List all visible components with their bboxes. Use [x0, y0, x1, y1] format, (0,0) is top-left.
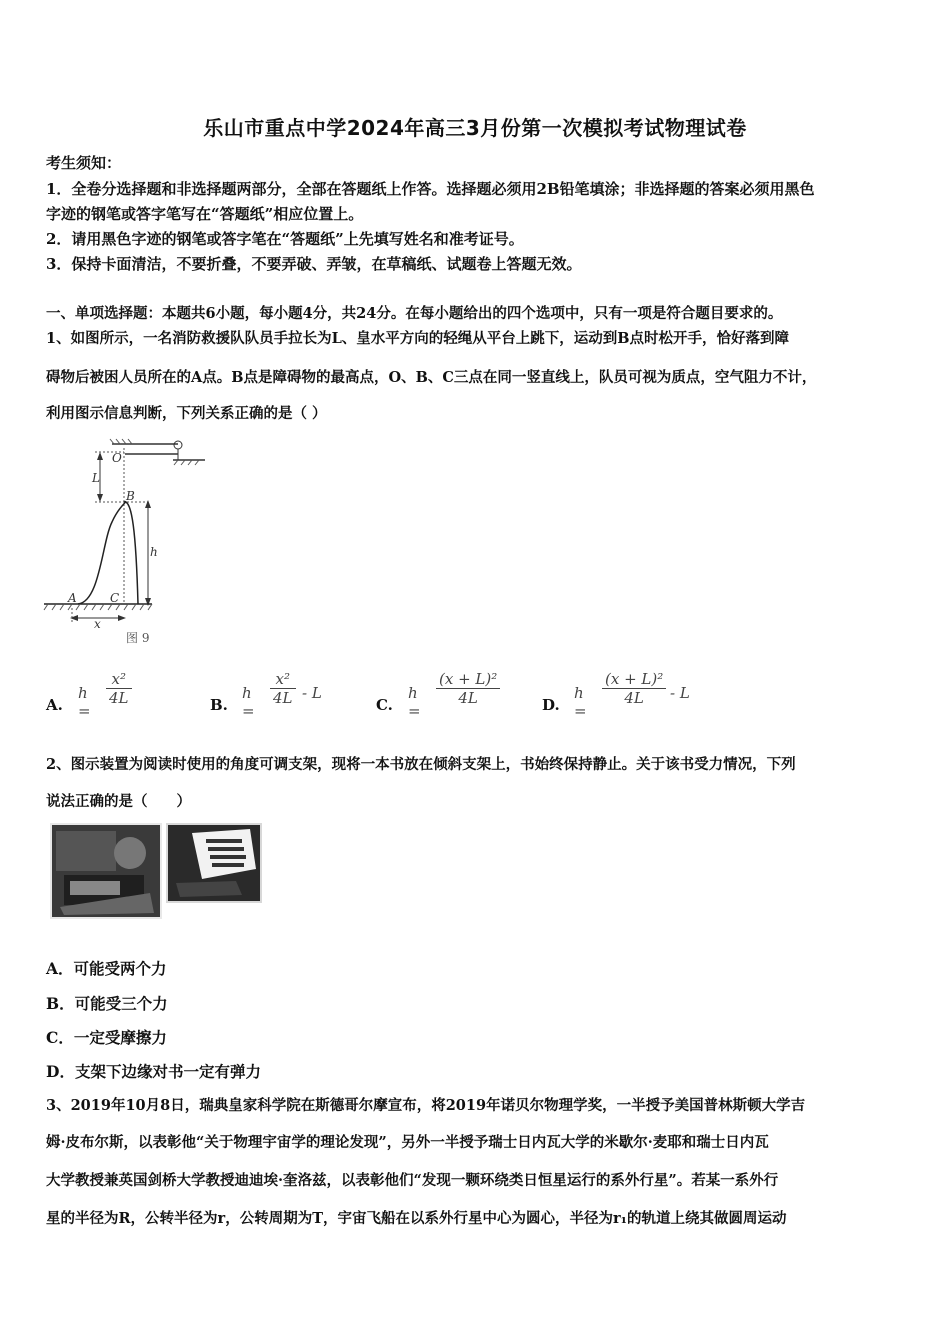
formula-denominator: 4L: [624, 689, 644, 707]
formula-numerator: x²: [106, 670, 132, 689]
option-letter: B.: [210, 696, 228, 714]
option-b[interactable]: B．可能受三个力: [46, 994, 168, 1013]
formula-lhs: h =: [408, 684, 421, 720]
formula-lhs: h =: [574, 684, 587, 720]
question-text: 1、如图所示，一名消防救援队队员手拉长为L、皇水平方向的轻绳从平台上跳下，运动到B点时松开手，恰好落到障: [46, 330, 790, 347]
formula-lhs: h =: [78, 684, 91, 720]
notice-item: 2．请用黑色字迹的钢笔或答字笔在“答题纸”上先填写姓名和准考证号。: [46, 230, 524, 248]
formula-denominator: 4L: [109, 689, 129, 707]
formula-numerator: (x + L)²: [602, 670, 666, 689]
question-text: 利用图示信息判断，下列关系正确的是（ ）: [46, 405, 327, 422]
formula-numerator: x²: [270, 670, 296, 689]
page-title: 乐山市重点中学2024年高三3月份第一次模拟考试物理试卷: [203, 116, 747, 140]
formula-numerator: (x + L)²: [436, 670, 500, 689]
formula-denominator: 4L: [458, 689, 478, 707]
question-text: 姆·皮布尔斯，以表彰他“关于物理宇宙学的理论发现”，另外一半授予瑞士日内瓦大学的米歇尔·麦耶和瑞士日内瓦: [46, 1134, 769, 1151]
notice-item: 1．全卷分选择题和非选择题两部分，全部在答题纸上作答。选择题必须用2B铅笔填涂；非选择题的答案必须用黑色: [46, 180, 815, 198]
figure-caption: 图 9: [126, 631, 150, 645]
label-A: A: [68, 591, 77, 605]
label-L: L: [92, 471, 100, 485]
notice-item: 3．保持卡面清洁，不要折叠，不要弄破、弄皱，在草稿纸、试题卷上答题无效。: [46, 255, 582, 273]
label-x: x: [94, 617, 101, 631]
formula-tail: - L: [302, 684, 322, 702]
option-letter: D.: [542, 696, 560, 714]
question-text: 说法正确的是（ ）: [46, 793, 191, 810]
formula-lhs: h =: [242, 684, 255, 720]
notice-heading: 考生须知：: [46, 154, 122, 172]
question-text: 2、图示装置为阅读时使用的角度可调支架，现将一本书放在倾斜支架上，书始终保持静止。关于该书受力情况，下列: [46, 756, 796, 773]
question-text: 大学教授兼英国剑桥大学教授迪迪埃·奎洛兹，以表彰他们“发现一颗环绕类日恒星运行的系外行星”。若某一系外行: [46, 1172, 779, 1189]
question-text: 3、2019年10月8日，瑞典皇家科学院在斯德哥尔摩宣布，将2019年诺贝尔物理学奖，一半授予美国普林斯顿大学吉: [46, 1097, 806, 1114]
question-text: 星的半径为R，公转半径为r，公转周期为T，宇宙飞船在以系外行星中心为圆心，半径为r₁的轨道上绕其做圆周运动: [46, 1210, 787, 1227]
label-O: O: [112, 451, 122, 465]
rope-jump-figure: [40, 432, 220, 652]
reading-stand-photo-right: [166, 823, 262, 903]
option-a[interactable]: A．可能受两个力: [46, 959, 167, 978]
label-B: B: [126, 489, 135, 503]
option-d[interactable]: D．支架下边缘对书一定有弹力: [46, 1062, 261, 1081]
label-C: C: [110, 591, 120, 605]
section-heading: 一、单项选择题：本题共6小题，每小题4分，共24分。在每小题给出的四个选项中，只有一项是符合题目要求的。: [46, 305, 783, 322]
formula-denominator: 4L: [273, 689, 293, 707]
reading-stand-photo-left: [50, 823, 162, 919]
label-h: h: [150, 545, 158, 559]
option-c[interactable]: C．一定受摩擦力: [46, 1028, 167, 1047]
formula-tail: - L: [670, 684, 690, 702]
q1-options: [46, 670, 906, 720]
option-letter: A.: [46, 696, 63, 714]
question-text: 碍物后被困人员所在的A点。B点是障碍物的最高点，O、B、C三点在同一竖直线上，队员可视为质点，空气阻力不计，: [46, 369, 817, 386]
notice-item: 字迹的钢笔或答字笔写在“答题纸”相应位置上。: [46, 205, 364, 223]
option-letter: C.: [376, 696, 393, 714]
